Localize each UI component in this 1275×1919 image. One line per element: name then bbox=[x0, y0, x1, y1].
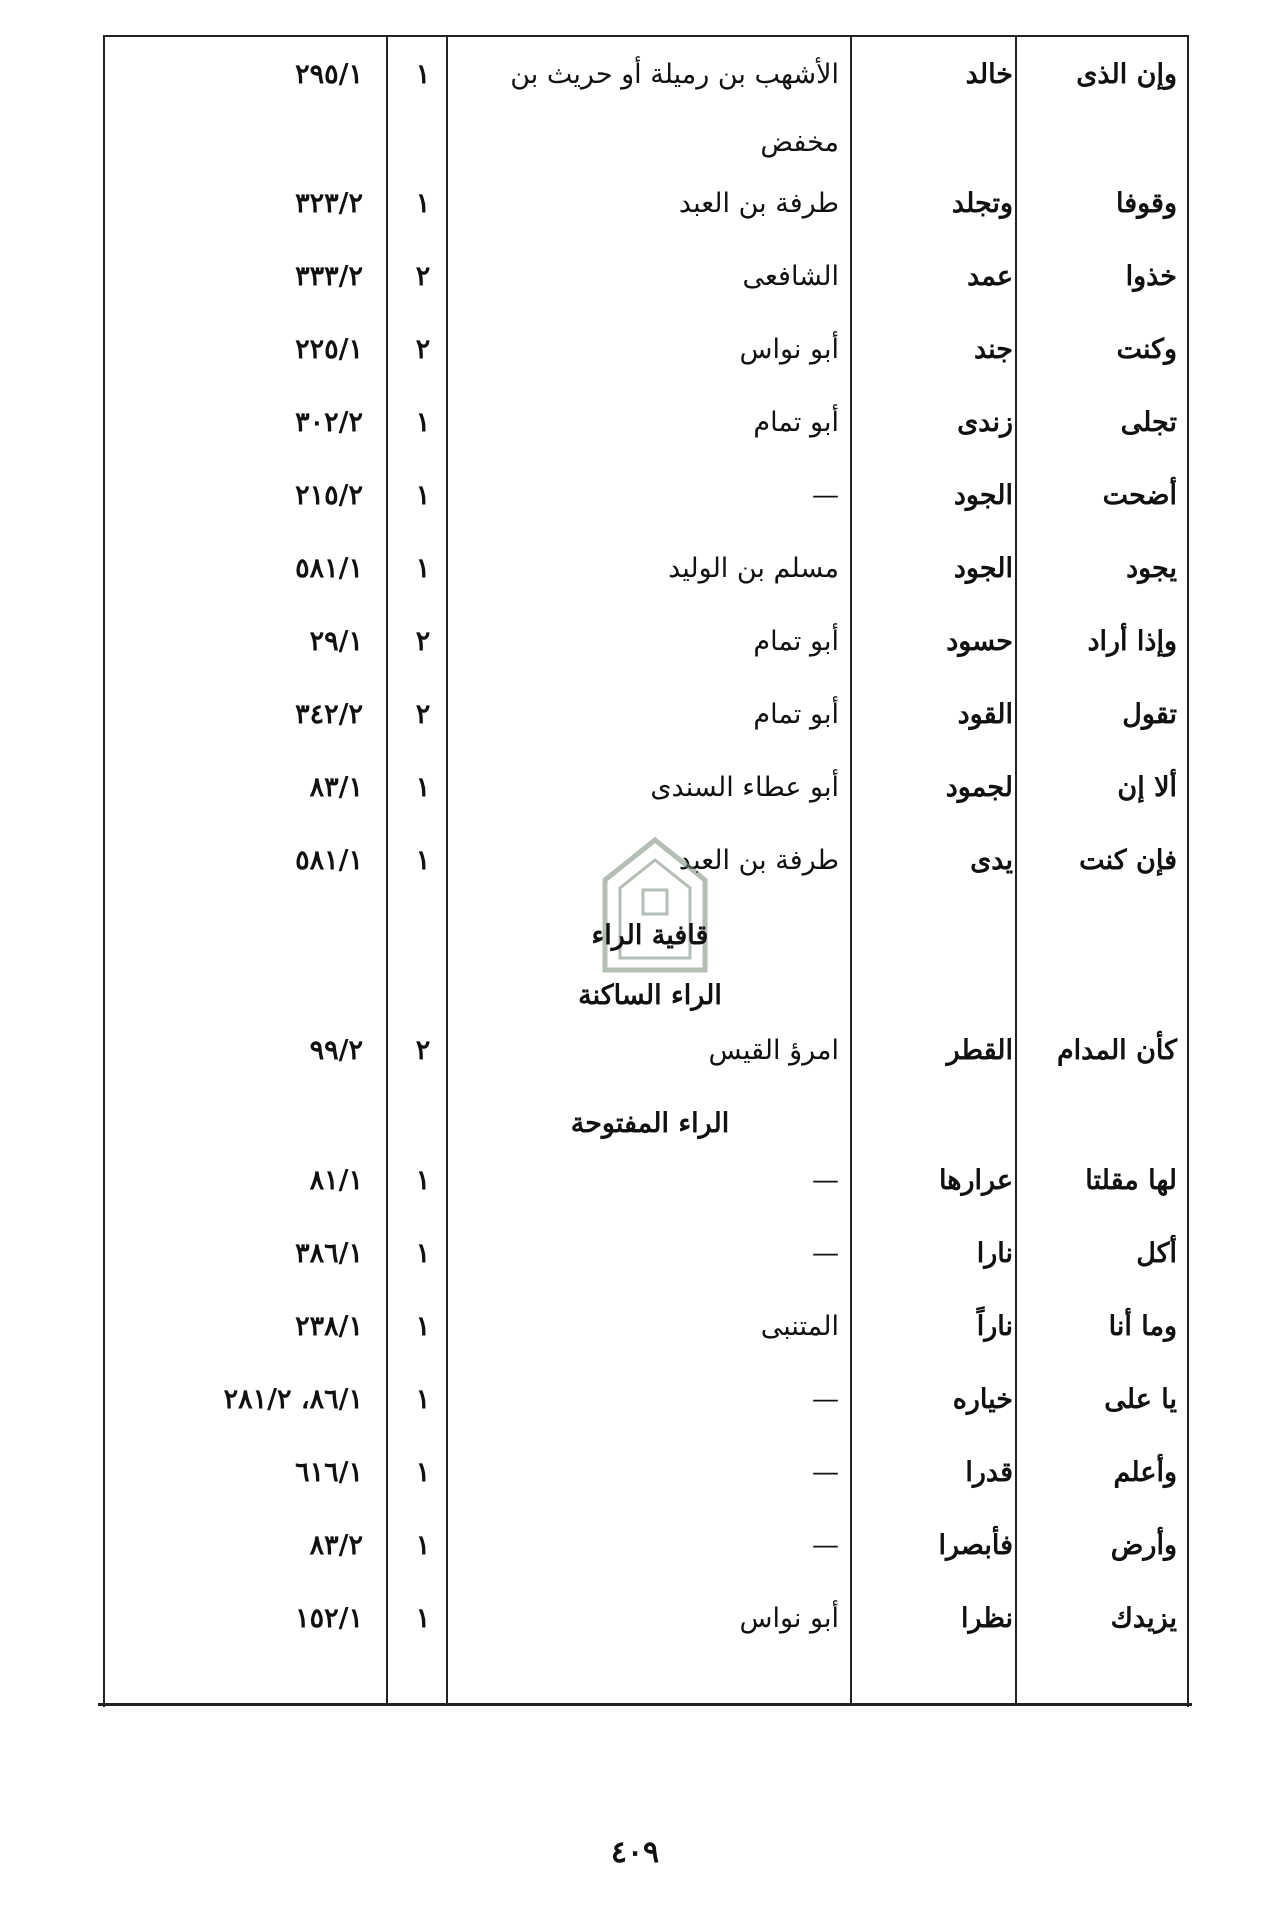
column-divider-meter bbox=[446, 35, 448, 1705]
meter-number: ١ bbox=[415, 188, 431, 219]
first-word: فإن كنت bbox=[1079, 845, 1177, 876]
poet-name: أبو تمام bbox=[753, 626, 839, 657]
column-divider-rhyme bbox=[1015, 35, 1017, 1705]
rhyme-word: نظرا bbox=[960, 1603, 1013, 1634]
page-number: ٤٠٩ bbox=[610, 1835, 660, 1870]
first-word: ألا إن bbox=[1117, 772, 1177, 803]
rhyme-word: لجمود bbox=[945, 772, 1013, 803]
meter-number: ٢ bbox=[415, 261, 431, 292]
page-reference: ٣٤٢/٢ bbox=[295, 699, 363, 730]
poet-name: أبو نواس bbox=[739, 1603, 839, 1634]
first-word: أضحت bbox=[1102, 480, 1177, 511]
rhyme-word: عرارها bbox=[938, 1165, 1013, 1196]
poet-name: — bbox=[812, 1457, 839, 1488]
page-reference: ٩٩/٢ bbox=[309, 1035, 363, 1066]
first-word: أكل bbox=[1136, 1238, 1177, 1269]
poet-name: — bbox=[812, 480, 839, 511]
page-reference: ٨١/١ bbox=[309, 1165, 363, 1196]
rhyme-word: عمد bbox=[967, 261, 1013, 292]
first-word: وقوفا bbox=[1115, 188, 1177, 219]
rhyme-word: الجود bbox=[953, 480, 1013, 511]
poet-name: أبو نواس bbox=[739, 334, 839, 365]
meter-number: ١ bbox=[415, 480, 431, 511]
page-reference: ٢١٥/٢ bbox=[295, 480, 363, 511]
rhyme-word: خالد bbox=[965, 59, 1013, 90]
poet-name: — bbox=[812, 1238, 839, 1269]
page-reference: ٢٩٥/١ bbox=[295, 59, 363, 90]
page-reference: ٣٠٢/٢ bbox=[295, 407, 363, 438]
first-word: يا على bbox=[1104, 1384, 1177, 1415]
rhyme-word: ناراً bbox=[976, 1311, 1013, 1342]
rhyme-word: يدى bbox=[970, 845, 1013, 876]
meter-number: ١ bbox=[415, 1603, 431, 1634]
poet-name: الأشهب بن رميلة أو حريث بن bbox=[510, 59, 839, 90]
rhyme-word: جند bbox=[973, 334, 1013, 365]
meter-number: ٢ bbox=[415, 626, 431, 657]
rhyme-word: فأبصرا bbox=[938, 1530, 1013, 1561]
page-reference: ٨٦/١، ٢٨١/٢ bbox=[223, 1384, 363, 1415]
first-word: كأن المدام bbox=[1056, 1035, 1177, 1066]
first-word: خذوا bbox=[1125, 261, 1177, 292]
column-divider-ref bbox=[386, 35, 388, 1705]
page-reference: ٥٨١/١ bbox=[295, 845, 363, 876]
meter-number: ١ bbox=[415, 1384, 431, 1415]
poet-name: أبو تمام bbox=[753, 407, 839, 438]
table-bottom-rule bbox=[98, 1703, 1192, 1706]
subsection-heading-maftuha: الراء المفتوحة bbox=[570, 1108, 730, 1139]
poet-name-continuation: مخفض bbox=[760, 127, 839, 158]
rhyme-word: قدرا bbox=[965, 1457, 1013, 1488]
meter-number: ١ bbox=[415, 407, 431, 438]
meter-number: ١ bbox=[415, 1165, 431, 1196]
page-reference: ٨٣/١ bbox=[309, 772, 363, 803]
first-word: يزيدك bbox=[1110, 1603, 1177, 1634]
meter-number: ١ bbox=[415, 1311, 431, 1342]
poet-name: أبو عطاء السندى bbox=[650, 772, 839, 803]
rhyme-word: زندى bbox=[957, 407, 1013, 438]
meter-number: ١ bbox=[415, 553, 431, 584]
first-word: تجلى bbox=[1120, 407, 1177, 438]
meter-number: ٢ bbox=[415, 334, 431, 365]
meter-number: ١ bbox=[415, 1457, 431, 1488]
first-word: وإذا أراد bbox=[1087, 626, 1177, 657]
page-reference: ١٥٢/١ bbox=[295, 1603, 363, 1634]
first-word: وأعلم bbox=[1113, 1457, 1177, 1488]
poet-name: — bbox=[812, 1384, 839, 1415]
poet-name: الشافعى bbox=[742, 261, 839, 292]
meter-number: ٢ bbox=[415, 699, 431, 730]
poet-name: أبو تمام bbox=[753, 699, 839, 730]
rhyme-word: القطر bbox=[946, 1035, 1013, 1066]
first-word: تقول bbox=[1122, 699, 1177, 730]
poet-name: امرؤ القيس bbox=[708, 1035, 839, 1066]
page-reference: ٢٣٨/١ bbox=[295, 1311, 363, 1342]
subsection-heading-sakina: الراء الساكنة bbox=[578, 980, 722, 1011]
meter-number: ١ bbox=[415, 1530, 431, 1561]
page-reference: ٢٩/١ bbox=[309, 626, 363, 657]
meter-number: ١ bbox=[415, 59, 431, 90]
first-word: وأرض bbox=[1110, 1530, 1177, 1561]
rhyme-word: القود bbox=[957, 699, 1013, 730]
poet-name: مسلم بن الوليد bbox=[668, 553, 839, 584]
section-heading-rhyme: قافية الراء bbox=[591, 920, 709, 951]
rhyme-word: حسود bbox=[946, 626, 1013, 657]
poet-name: — bbox=[812, 1530, 839, 1561]
page-reference: ٣٣٣/٢ bbox=[295, 261, 363, 292]
rhyme-word: نارا bbox=[976, 1238, 1013, 1269]
rhyme-word: خياره bbox=[952, 1384, 1013, 1415]
page-reference: ٥٨١/١ bbox=[295, 553, 363, 584]
rhyme-word: وتجلد bbox=[951, 188, 1013, 219]
first-word: لها مقلتا bbox=[1085, 1165, 1177, 1196]
first-word: يجود bbox=[1126, 553, 1177, 584]
meter-number: ٢ bbox=[415, 1035, 431, 1066]
meter-number: ١ bbox=[415, 772, 431, 803]
poet-name: — bbox=[812, 1165, 839, 1196]
poet-name: طرفة بن العبد bbox=[678, 845, 839, 876]
poet-name: طرفة بن العبد bbox=[678, 188, 839, 219]
meter-number: ١ bbox=[415, 1238, 431, 1269]
page-reference: ٦١٦/١ bbox=[295, 1457, 363, 1488]
rhyme-word: الجود bbox=[953, 553, 1013, 584]
first-word: وإن الذى bbox=[1076, 59, 1177, 90]
poet-name: المتنبى bbox=[760, 1311, 839, 1342]
page-reference: ٢٢٥/١ bbox=[295, 334, 363, 365]
meter-number: ١ bbox=[415, 845, 431, 876]
first-word: وما أنا bbox=[1108, 1311, 1177, 1342]
first-word: وكنت bbox=[1116, 334, 1177, 365]
column-divider-poet bbox=[850, 35, 852, 1705]
page-reference: ٨٣/٢ bbox=[309, 1530, 363, 1561]
page-reference: ٣٢٣/٢ bbox=[295, 188, 363, 219]
page-reference: ٣٨٦/١ bbox=[295, 1238, 363, 1269]
